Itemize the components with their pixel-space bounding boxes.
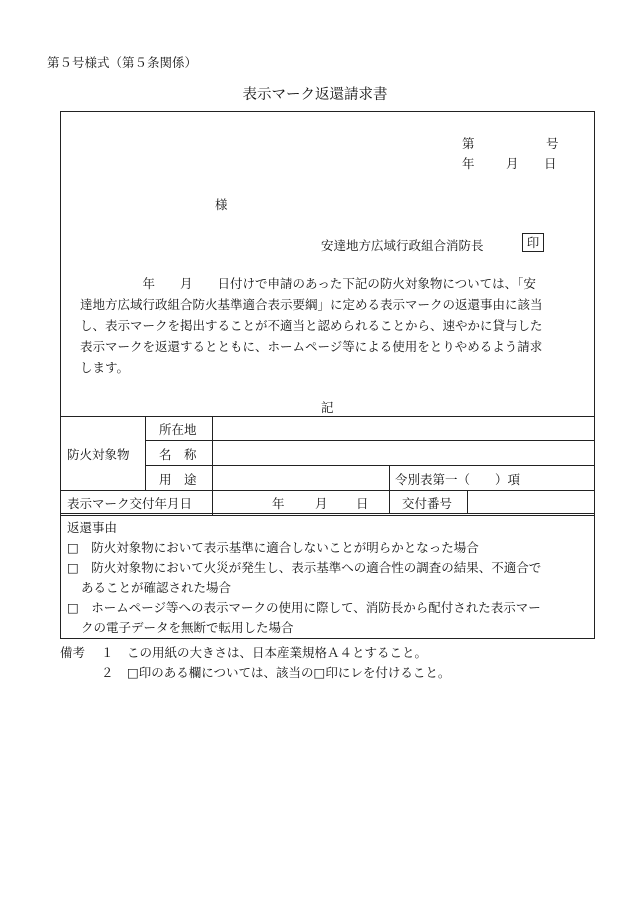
reasons-heading: 返還事由 xyxy=(67,520,118,535)
note-text: □印のある欄については、該当の□印にレを付けること。 xyxy=(127,665,451,680)
table-line xyxy=(60,513,595,514)
issuer-name: 安達地方広域行政組合消防長 xyxy=(321,238,484,253)
table-line xyxy=(389,490,390,514)
reason-item-2: □ 防火対象物において火災が発生し、表示基準への適合性の調査の結果、不適合で xyxy=(67,560,542,575)
name-label: 名 称 xyxy=(159,447,197,462)
paragraph-line: します。 xyxy=(80,360,130,375)
table-line xyxy=(60,416,595,417)
number-suffix: 号 xyxy=(546,136,559,151)
date-year: 年 xyxy=(462,156,475,171)
location-label: 所在地 xyxy=(159,422,197,437)
category-text: 令別表第一（ ）項 xyxy=(395,472,521,487)
table-line xyxy=(145,416,146,490)
fire-object-label: 防火対象物 xyxy=(67,447,130,462)
table-line xyxy=(467,490,468,514)
reason-item-3-cont: クの電子データを無断で転用した場合 xyxy=(81,620,294,635)
document-title: 表示マーク返還請求書 xyxy=(242,87,388,103)
issue-day: 日 xyxy=(356,496,369,511)
reason-item-2-cont: あることが確認された場合 xyxy=(81,580,232,595)
note-number: ２ xyxy=(101,665,114,680)
date-day: 日 xyxy=(544,156,557,171)
issue-number-label: 交付番号 xyxy=(402,496,453,511)
issue-month: 月 xyxy=(315,496,328,511)
date-month: 月 xyxy=(506,156,519,171)
table-line xyxy=(60,515,595,516)
use-label: 用 途 xyxy=(159,472,197,487)
notes-label: 備考 xyxy=(60,645,86,660)
paragraph-line: 表示マークを返還するとともに、ホームページ等による使用をとりやめるよう請求 xyxy=(80,339,543,354)
seal-box: 印 xyxy=(522,233,544,252)
ki-heading: 記 xyxy=(321,400,334,415)
table-line xyxy=(60,490,595,491)
paragraph-line: 年 月 日付けで申請のあった下記の防火対象物については、「安 xyxy=(80,276,536,291)
issue-date-label: 表示マーク交付年月日 xyxy=(67,496,193,511)
paragraph-line: 達地方広域行政組合防火基準適合表示要綱」に定める表示マークの返還事由に該当 xyxy=(80,297,543,312)
request-paragraph xyxy=(80,273,580,378)
reason-item-3: □ ホームページ等への表示マークの使用に際して、消防長から配付された表示マー xyxy=(67,600,541,615)
note-number: １ xyxy=(101,645,114,660)
table-line xyxy=(389,465,390,490)
form-number: 第５号様式（第５条関係） xyxy=(47,55,198,70)
note-text: この用紙の大きさは、日本産業規格Ａ４とすること。 xyxy=(127,645,428,660)
addressee-suffix: 様 xyxy=(215,197,228,212)
number-prefix: 第 xyxy=(462,136,475,151)
issue-year: 年 xyxy=(272,496,285,511)
paragraph-line: し、表示マークを掲出することが不適当と認められることから、速やかに貸与した xyxy=(80,318,543,333)
reason-item-1: □ 防火対象物において表示基準に適合しないことが明らかとなった場合 xyxy=(67,540,479,555)
table-line xyxy=(212,416,213,515)
